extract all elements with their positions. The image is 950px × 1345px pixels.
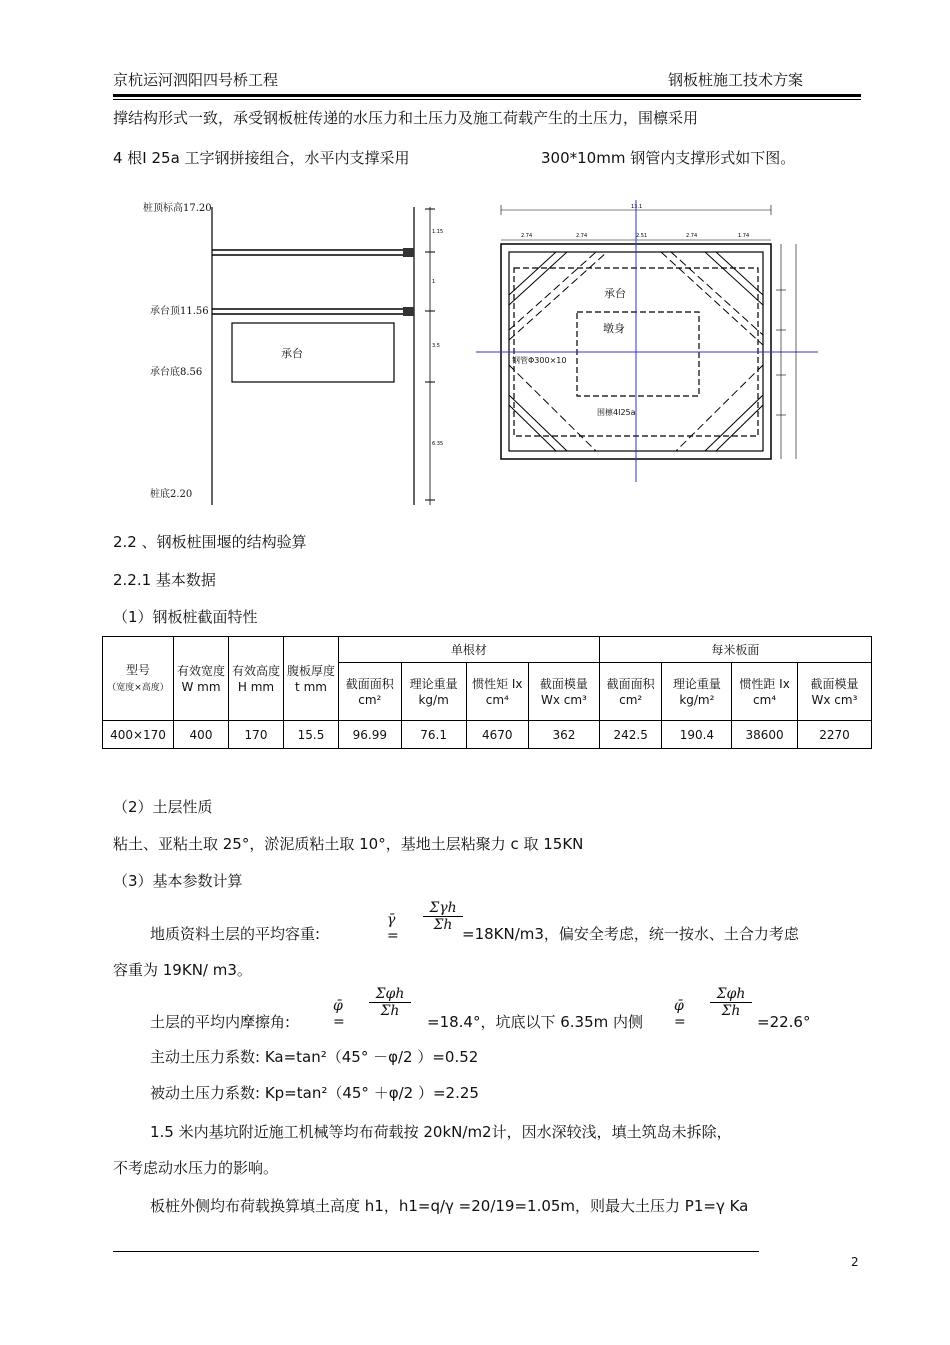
header-left: 京杭运河泗阳四号桥工程 — [113, 71, 279, 89]
th-sub: 理论重量 kg/m — [401, 663, 466, 721]
svg-text:1: 1 — [432, 279, 436, 285]
label-cap-top: 承台顶11.56 — [150, 306, 209, 317]
header-rule — [113, 94, 861, 97]
cell: 76.1 — [401, 721, 466, 749]
table-row — [103, 721, 872, 749]
svg-text:2.74: 2.74 — [686, 233, 698, 239]
label-cap-bottom: 承台底8.56 — [150, 367, 203, 378]
params-title: （3）基本参数计算 — [113, 872, 243, 890]
last-line: 板桩外侧均布荷载换算填土高度 h1，h1=q/γ =20/19=1.05m，则最大土压力 P1=γ Ka — [150, 1197, 749, 1215]
paragraph-1: （1）钢板桩截面特性 — [113, 608, 258, 626]
ka-line: 主动土压力系数: Ka=tan²（45° －φ/2 ）=0.52 — [150, 1048, 479, 1066]
th-web: 腹板厚度 t mm — [284, 637, 339, 721]
cell: 4670 — [466, 721, 528, 749]
cell: 400×170 — [103, 721, 174, 749]
th-single: 单根材 — [339, 637, 600, 663]
phi-label: 土层的平均内摩擦角: — [150, 1013, 291, 1031]
label-pile-top: 桩顶标高17.20 — [143, 203, 212, 214]
footer-rule — [113, 1251, 759, 1252]
load-line-2: 不考虑动水压力的影响。 — [113, 1159, 279, 1177]
gamma-result: =18KN/m3，偏安全考虑，统一按水、土合力考虑 — [462, 925, 799, 943]
gamma-line-2: 容重为 19KN/ m3。 — [113, 961, 252, 979]
header-rule-thin — [113, 99, 861, 100]
th-per-m: 每米板面 — [599, 637, 871, 663]
cell: 96.99 — [339, 721, 402, 749]
phi-result-2: =22.6° — [757, 1013, 811, 1031]
svg-text:13.1: 13.1 — [631, 204, 643, 210]
cell: 38600 — [732, 721, 798, 749]
th-sub: 惯性矩 Ix cm⁴ — [466, 663, 528, 721]
th-type: 型号 （宽度×高度） — [103, 637, 174, 721]
cell: 2270 — [797, 721, 871, 749]
svg-text:1.74: 1.74 — [738, 233, 750, 239]
svg-text:6.35: 6.35 — [432, 441, 444, 447]
th-sub: 截面面积 cm² — [599, 663, 662, 721]
svg-text:2.74: 2.74 — [521, 233, 533, 239]
th-sub: 理论重量 kg/m² — [662, 663, 732, 721]
cell: 170 — [229, 721, 284, 749]
plan-waler-label: 围檩4I25a — [597, 408, 636, 417]
plan-figure — [476, 200, 826, 490]
page-number: 2 — [851, 1255, 859, 1269]
cell: 242.5 — [599, 721, 662, 749]
th-sub: 截面模量 Wx cm³ — [529, 663, 600, 721]
th-sub: 截面模量 Wx cm³ — [797, 663, 871, 721]
intro-line-2b: 300*10mm 钢管内支撑形式如下图。 — [541, 149, 796, 167]
th-sub: 惯性距 Ix cm⁴ — [732, 663, 798, 721]
elevation-cap-label: 承台 — [281, 347, 303, 360]
svg-text:2.51: 2.51 — [636, 233, 648, 239]
cell: 15.5 — [284, 721, 339, 749]
load-line-1: 1.5 米内基坑附近施工机械等均布荷载按 20kN/m2计，因水深较浅，填土筑岛未拆除， — [150, 1123, 732, 1141]
intro-line-2a: 4 根Ⅰ 25a 工字钢拼接组合，水平内支撑采用 — [113, 149, 410, 167]
svg-text:1.15: 1.15 — [432, 229, 444, 235]
section-2-2-1: 2.2.1 基本数据 — [113, 571, 216, 589]
intro-line-1: 撑结构形式一致，承受钢板桩传递的水压力和土压力及施工荷载产生的土压力，围檩采用 — [113, 109, 699, 127]
svg-text:3.5: 3.5 — [432, 343, 440, 349]
section-2-2: 2.2 、钢板桩围堰的结构验算 — [113, 533, 307, 551]
kp-line: 被动土压力系数: Kp=tan²（45° ＋φ/2 ）=2.25 — [150, 1084, 479, 1102]
pile-spec-table — [102, 636, 872, 749]
cell: 190.4 — [662, 721, 732, 749]
th-width: 有效宽度 W mm — [174, 637, 229, 721]
soil-line: 粘土、亚粘土取 25°，淤泥质粘土取 10°，基地土层粘聚力 c 取 15KN — [113, 835, 584, 853]
plan-cap-label: 承台 — [604, 287, 626, 300]
phi-result-1: =18.4°，坑底以下 6.35m 内侧 — [427, 1013, 644, 1031]
svg-text:2.74: 2.74 — [576, 233, 588, 239]
cell: 400 — [174, 721, 229, 749]
th-sub: 截面面积 cm² — [339, 663, 402, 721]
cell: 362 — [529, 721, 600, 749]
soil-title: （2）土层性质 — [113, 798, 213, 816]
header-right: 钢板桩施工技术方案 — [668, 71, 804, 89]
th-height: 有效高度 H mm — [229, 637, 284, 721]
plan-pier-label: 墩身 — [603, 322, 625, 335]
plan-pipe-label: 钢管Φ300×10 — [512, 356, 567, 365]
gamma-label: 地质资料土层的平均容重: — [150, 925, 321, 943]
label-pile-bottom: 桩底2.20 — [150, 489, 193, 500]
